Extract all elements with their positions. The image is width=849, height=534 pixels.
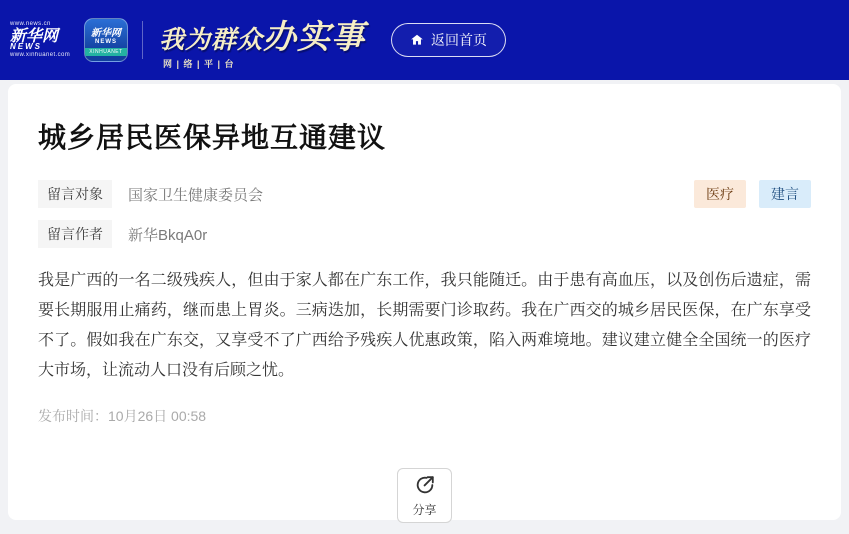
publish-time: [38, 406, 811, 426]
app-logo-wordmark-en: NEWS: [95, 39, 117, 45]
home-button-label: 返回首页: [431, 32, 488, 48]
tag-group: [694, 180, 811, 208]
app-logo-wordmark: 新华网: [91, 28, 121, 39]
campaign-banner[interactable]: [159, 11, 365, 70]
site-header: [0, 0, 849, 80]
message-body: 我是广西的一名二级残疾人，但由于家人都在广东工作，我只能随迁。由于患有高血压，以及创伤后遗症，需要长期服用止痛药，继而患上胃炎。三病迭加，长期需要门诊取药。我在广西交的城乡居民医保，在广东享受不了。假如我在广东交，又享受不了广西给予残疾人优惠政策，陷入两难境地。建议建立健全全国统一的医疗大市场，让流动人口没有后顾之忧。: [38, 272, 811, 379]
app-logo-caption: XINHUANET: [85, 48, 127, 56]
share-button-label: 分享: [412, 502, 437, 517]
header-divider: [142, 21, 143, 59]
xinhuanet-app-logo[interactable]: [84, 18, 128, 62]
meta-value-author: 新华BkqA0r: [128, 226, 208, 244]
logo-url-bottom: www.xinhuanet.com: [10, 52, 71, 59]
banner-text-part1: 我为群众: [159, 25, 264, 54]
message-detail-card: [8, 84, 841, 520]
share-area: [38, 468, 811, 523]
tag-medical[interactable]: 医疗: [694, 180, 746, 208]
return-home-button[interactable]: [391, 23, 506, 57]
tag-suggestion[interactable]: 建言: [759, 180, 811, 208]
meta-label-target: 留言对象: [38, 180, 112, 208]
page-title: 城乡居民医保异地互通建议: [38, 122, 387, 153]
logo-wordmark-en: NEWS: [10, 42, 42, 52]
banner-text-part2: 办实事: [263, 17, 366, 55]
logo-wordmark: 新华网: [10, 27, 59, 45]
banner-subtext: 网 | 络 | 平 | 台: [163, 58, 235, 69]
meta-row-author: [38, 220, 811, 248]
publish-time-value: 10月26日 00:58: [108, 408, 207, 424]
home-icon: [410, 33, 424, 47]
meta-label-author: 留言作者: [38, 220, 112, 248]
xinhuanet-logo[interactable]: [10, 21, 72, 59]
meta-row-target: [38, 180, 811, 208]
meta-value-target: 国家卫生健康委员会: [128, 186, 264, 204]
share-button[interactable]: [397, 468, 452, 523]
share-arrow-icon: [414, 474, 436, 499]
publish-time-label: 发布时间：: [38, 408, 108, 424]
logo-url-top: www.news.cn: [10, 21, 51, 28]
